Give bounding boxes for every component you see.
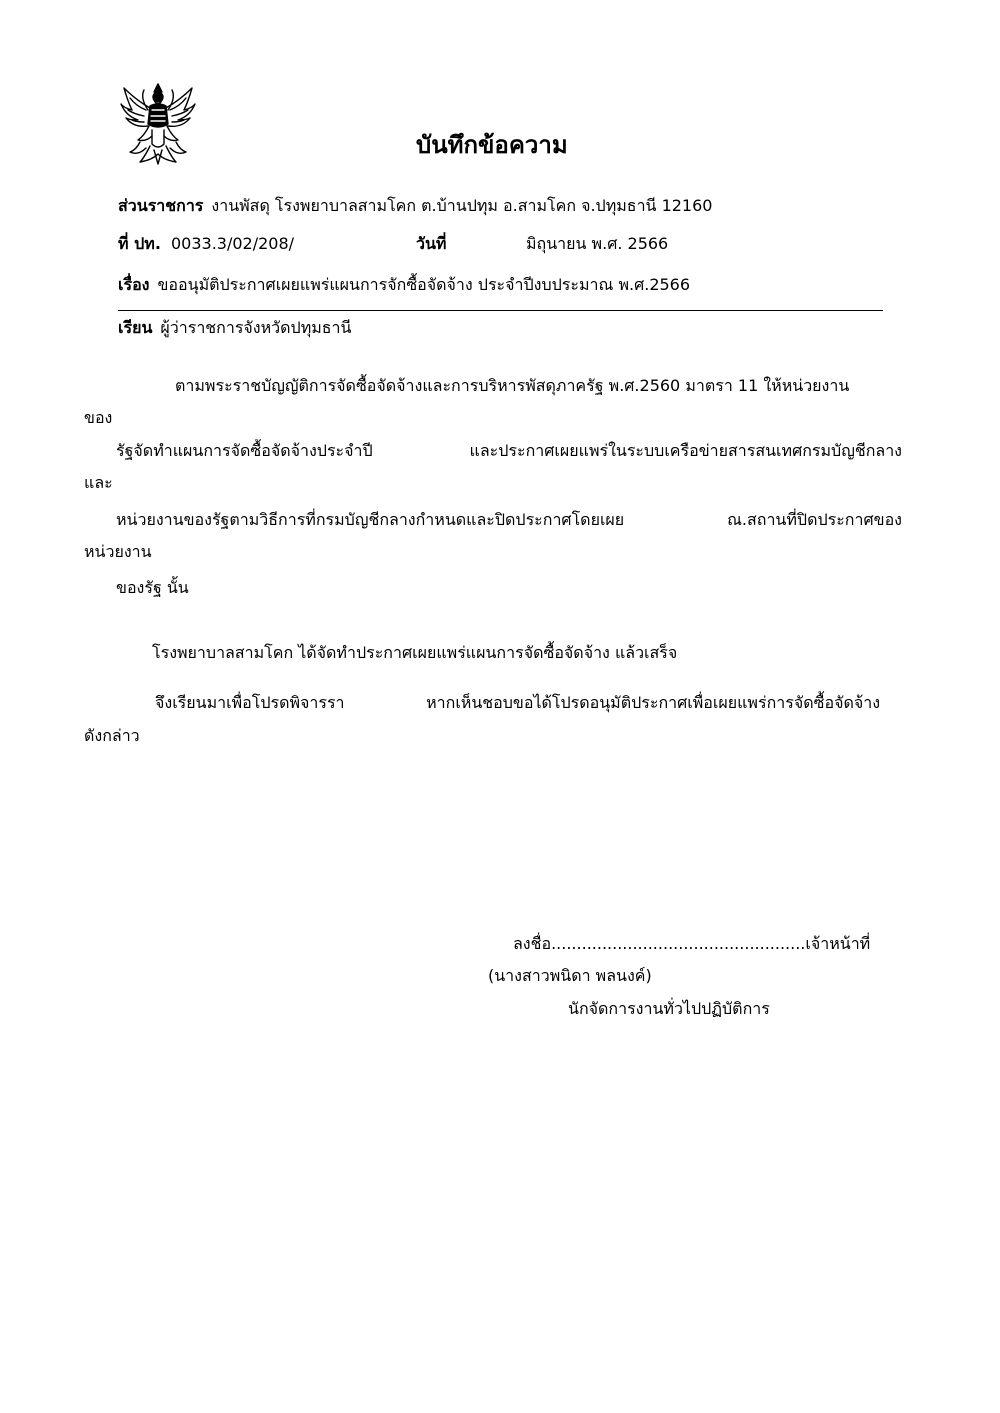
signer-name: (นางสาวพนิดา พลนงค์) — [488, 966, 652, 985]
subject-row — [118, 275, 690, 295]
paragraph-1-line-3-part-a: หน่วยงานของรัฐตามวิธีการที่กรมบัญชีกลางกำหนดและปิดประกาศโดยเผย — [116, 510, 625, 529]
to-value: ผู้ว่าราชการจังหวัดปทุมธานี — [160, 318, 352, 337]
garuda-emblem-icon — [118, 80, 198, 166]
paragraph-1-line-2 — [116, 441, 902, 461]
paragraph-1-line-1: ตามพระราชบัญญัติการจัดซื้อจัดจ้างและการบริหารพัสดุภาครัฐ พ.ศ.2560 มาตรา 11 ให้หน่วยงาน — [175, 376, 850, 395]
paragraph-3-line-1-part-b: หากเห็นชอบขอได้โปรดอนุมัติประกาศเพื่อเผยแพร่การจัดซื้อจัดจ้าง — [426, 693, 880, 712]
to-row — [118, 318, 351, 338]
signature-line: ลงชื่อ..................................................เจ้าหน้าที่ — [513, 934, 871, 953]
signer-position: นักจัดการงานทั่วไปปฏิบัติการ — [568, 999, 770, 1018]
office-row — [118, 196, 712, 216]
to-label: เรียน — [118, 318, 153, 337]
office-value: งานพัสดุ โรงพยาบาลสามโคก ต.บ้านปทุม อ.สามโคก จ.ปทุมธานี 12160 — [211, 196, 713, 215]
paragraph-2: โรงพยาบาลสามโคก ได้จัดทำประกาศเผยแพร่แผนการจัดซื้อจัดจ้าง แล้วเสร็จ — [152, 643, 678, 662]
paragraph-1-line-4: ของรัฐ นั้น — [116, 578, 189, 597]
document-title: บันทึกข้อความ — [416, 131, 568, 159]
paragraph-3-line-1-part-a: จึงเรียนมาเพื่อโปรดพิจารรา — [155, 693, 345, 712]
date-value: มิถุนายน พ.ศ. 2566 — [526, 234, 669, 253]
paragraph-1-line-3-part-b: ณ.สถานที่ปิดประกาศของ — [727, 510, 902, 529]
subject-value: ขออนุมัติประกาศเผยแพร่แผนการจักซื้อจัดจ้าง ประจำปีงบประมาณ พ.ศ.2566 — [157, 275, 691, 294]
paragraph-1-line-1-wrap: ของ — [84, 408, 113, 427]
paragraph-1-line-3 — [116, 510, 902, 530]
paragraph-3-line-2: ดังกล่าว — [84, 726, 140, 745]
date-label: วันที่ — [416, 234, 447, 253]
subject-label: เรื่อง — [118, 275, 150, 294]
paragraph-1-line-2-wrap: และ — [84, 473, 113, 492]
number-value: 0033.3/02/208/ — [171, 234, 295, 253]
office-label: ส่วนราชการ — [118, 196, 204, 215]
paragraph-1-line-2-part-b: และประกาศเผยแพร่ในระบบเครือข่ายสารสนเทศกรมบัญชีกลาง — [469, 441, 902, 460]
paragraph-1-line-3-wrap: หน่วยงาน — [84, 542, 152, 561]
number-label: ที่ ปท. — [118, 234, 161, 253]
paragraph-3-line-1 — [155, 693, 880, 713]
header-divider — [118, 310, 883, 311]
paragraph-1-line-2-part-a: รัฐจัดทำแผนการจัดซื้อจัดจ้างประจำปี — [116, 441, 373, 460]
